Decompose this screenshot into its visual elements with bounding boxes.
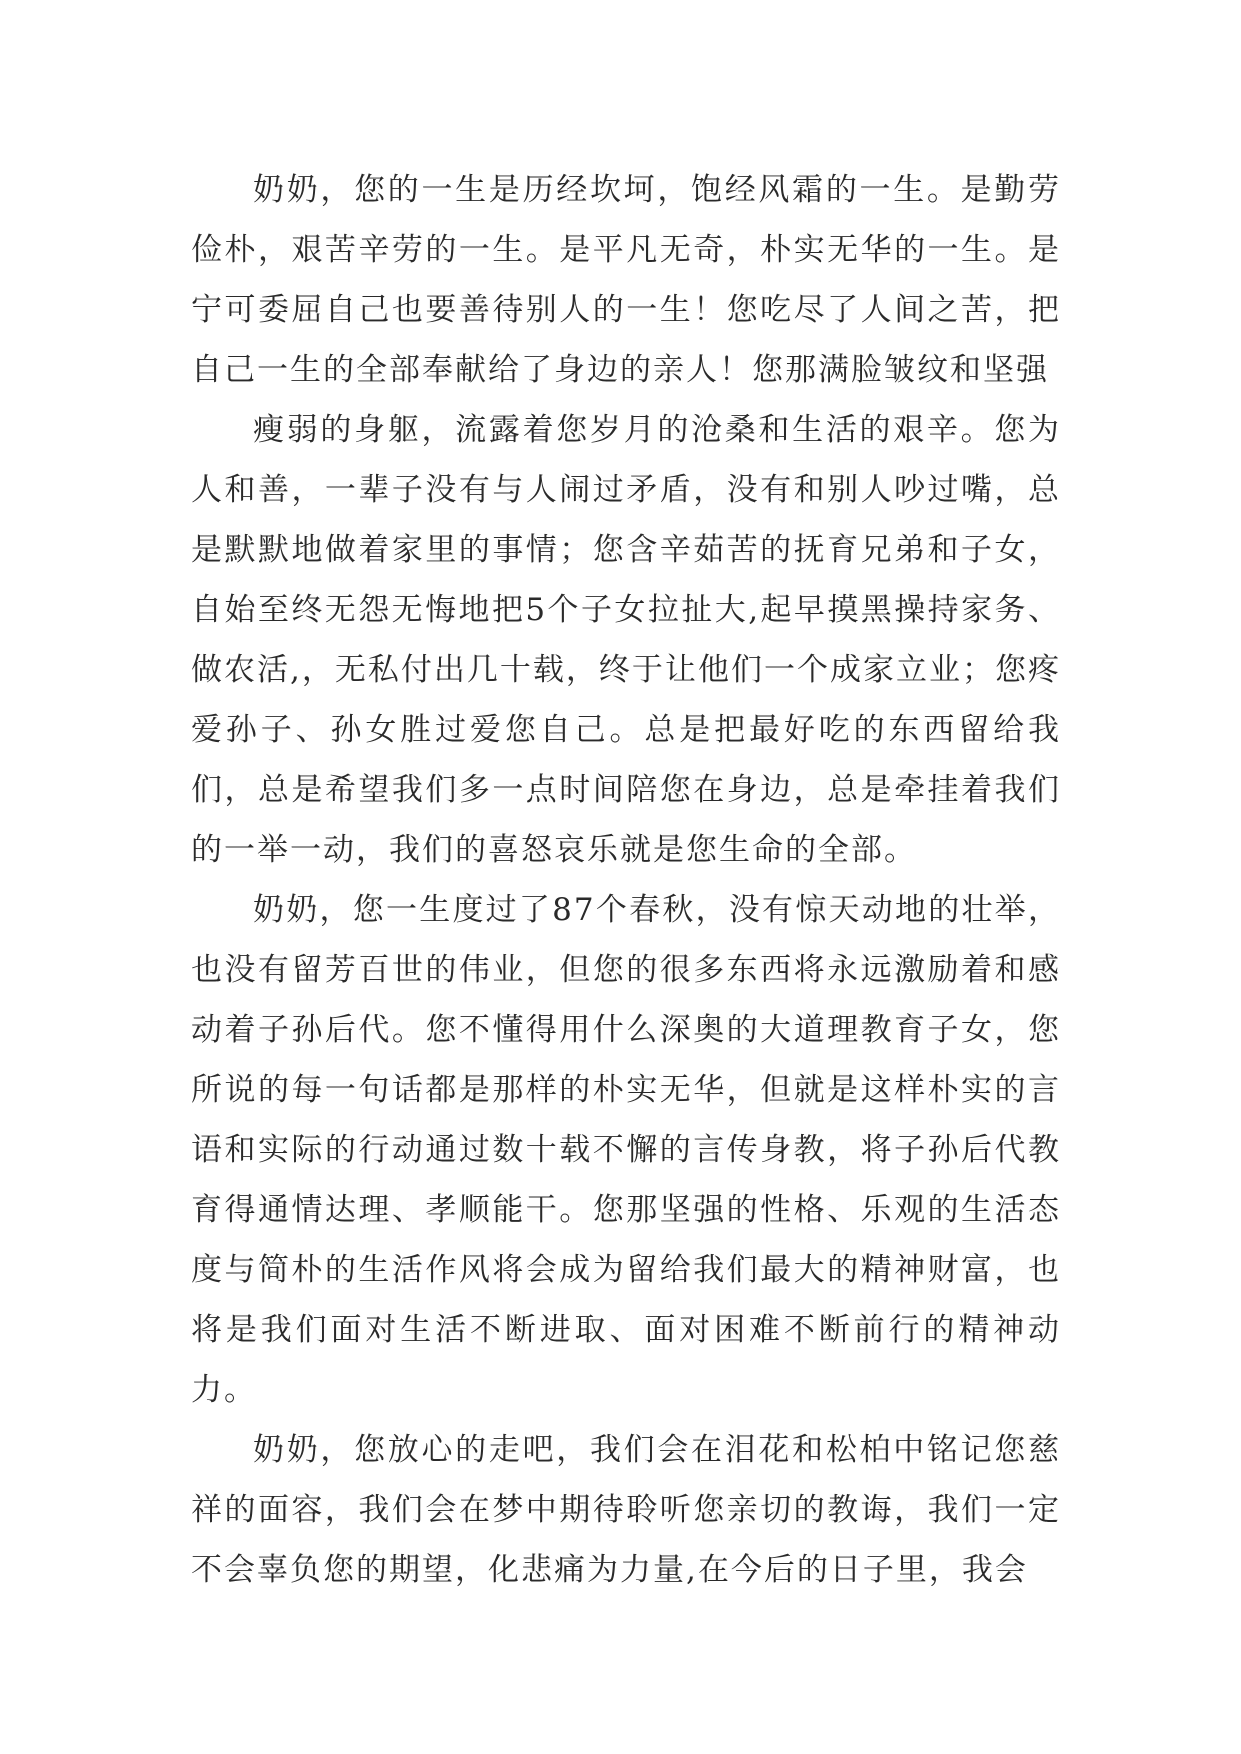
paragraph-4: 奶奶，您放心的走吧，我们会在泪花和松柏中铭记您慈祥的面容，我们会在梦中期待聆听您亲切的教诲，我们一定不会辜负您的期望，化悲痛为力量,在今后的日子里，我会 xyxy=(191,1432,1061,1588)
paragraph-3: 奶奶，您一生度过了87个春秋，没有惊天动地的壮举，也没有留芳百世的伟业，但您的很多东西将永远激励着和感动着子孙后代。您不懂得用什么深奥的大道理教育子女，您所说的每一句话都是那样的朴实无华，但就是这样朴实的言语和实际的行动通过数十载不懈的言传身教，将子孙后代教育得通情达理、孝顺能干。您那坚强的性格、乐观的生活态度与简朴的生活作风将会成为留给我们最大的精神财富，也将是我们面对生活不断进取、面对困难不断前行的精神动力。 xyxy=(191,892,1061,1408)
document-body xyxy=(191,160,1061,1600)
paragraph-2: 瘦弱的身躯，流露着您岁月的沧桑和生活的艰辛。您为人和善，一辈子没有与人闹过矛盾，没有和别人吵过嘴，总是默默地做着家里的事情；您含辛茹苦的抚育兄弟和子女，自始至终无怨无悔地把5个子女拉扯大,起早摸黑操持家务、做农活,，无私付出几十载，终于让他们一个成家立业；您疼爱孙子、孙女胜过爱您自己。总是把最好吃的东西留给我们，总是希望我们多一点时间陪您在身边，总是牵挂着我们的一举一动，我们的喜怒哀乐就是您生命的全部。 xyxy=(191,412,1061,868)
paragraph-1: 奶奶，您的一生是历经坎坷，饱经风霜的一生。是勤劳俭朴，艰苦辛劳的一生。是平凡无奇，朴实无华的一生。是宁可委屈自己也要善待别人的一生！您吃尽了人间之苦，把自己一生的全部奉献给了身边的亲人！您那满脸皱纹和坚强 xyxy=(191,172,1061,388)
